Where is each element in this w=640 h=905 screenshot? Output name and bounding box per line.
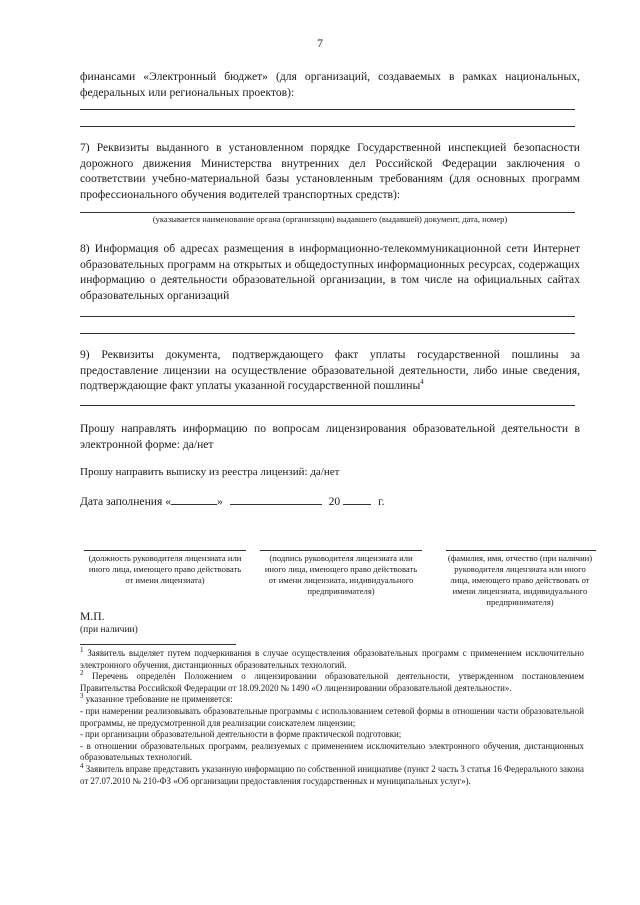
footnote-3-item-1-text: - при намерении реализовывать образовательные программы с использованием сетевой формы в отношении части образовательной программы, не предусмотренной для реализации соискателем лицензии; <box>80 705 584 728</box>
fill-line <box>80 405 575 406</box>
fullname-signature-line <box>446 550 596 551</box>
page-number: 7 <box>317 36 323 50</box>
footnote-1-mark: 1 <box>80 646 84 655</box>
footnote-3 <box>80 694 584 706</box>
footnote-2-mark: 2 <box>80 669 84 678</box>
fill-line <box>80 109 575 110</box>
footnote-mark: 4 <box>420 378 424 387</box>
footnote-3-mark: 3 <box>80 692 84 701</box>
footnote-2-text: Перечень определён Положением о лицензировании образовательной деятельности, утвержденном постановлением Правительства Российской Федерации от 18.09.2020 № 1490 «О лицензировании образовательной деятельности». <box>80 671 584 693</box>
footnotes <box>80 648 584 787</box>
fill-line <box>80 333 575 334</box>
item-7-text: 7) Реквизиты выданного в установленном порядке Государственной инспекцией безопасности дорожного движения Министерства внутренних дел Российской Федерации заключения о соответствии учебно-материальной базы установленным требованиям (для основных программ профессионального обучения водителей транспортных средств): <box>80 141 580 201</box>
footnote-2 <box>80 671 584 694</box>
footnote-4-mark: 4 <box>80 761 84 770</box>
date-row <box>80 494 384 508</box>
year-suffix: г. <box>378 495 385 508</box>
day-blank[interactable] <box>171 494 217 505</box>
item-9-body: 9) Реквизиты документа, подтверждающего факт уплаты государственной пошлины за предоставление лицензии на осуществление образовательной деятельности, либо иные сведения, подтверждающие факт уплаты указанной государственной пошлины <box>80 348 580 392</box>
position-signature-line <box>84 550 246 551</box>
stamp-label: М.П. <box>80 610 105 623</box>
footnote-3-item-3-text: - в отношении образовательных программ, реализуемых с применением исключительно электронного обучения, дистанционных образовательных технологий. <box>80 740 584 763</box>
stamp-note: (при наличии) <box>80 625 138 635</box>
intro-tail-text: финансами «Электронный бюджет» (для организаций, создаваемых в рамках национальных, федеральных или региональных проектов): <box>80 70 580 99</box>
footnote-1 <box>80 648 584 671</box>
footnote-3-item-1 <box>80 706 584 729</box>
fill-line <box>80 316 575 317</box>
signature-caption-position: (должность руководителя лицензиата или иного лица, имеющего право действовать от имени лицензиата) <box>88 553 242 585</box>
footnote-4-text: Заявитель вправе представить указанную информацию по собственной инициативе (пункт 2 часть 3 статья 16 Федерального закона от 27.07.2010 № 210-ФЗ «Об организации предоставления государственных и муниципальных услуг»). <box>80 763 584 786</box>
month-blank[interactable] <box>230 494 322 505</box>
footnote-separator <box>80 644 236 645</box>
request-extract-text: Прошу направить выписку из реестра лицензий: да/нет <box>80 466 340 478</box>
date-quote-close: » <box>217 495 223 508</box>
date-label: Дата заполнения « <box>80 495 172 508</box>
fill-line <box>80 212 575 213</box>
fill-line <box>80 126 575 127</box>
footnote-3-item-3 <box>80 741 584 764</box>
footnote-4 <box>80 761 584 787</box>
footnote-3-item-2 <box>80 729 584 741</box>
signature-caption-fullname: (фамилия, имя, отчество (при наличии) руководителя лицензиата или иного лица, имеющего право действовать от имени лицензиата, индивидуального предпринимателя) <box>447 553 593 607</box>
item-9-text <box>80 347 580 394</box>
footnote-1-text: Заявитель выделяет путем подчеркивания в случае осуществления образовательных программ с применением исключительно электронного обучения, дистанционных образовательных технологий. <box>80 648 584 670</box>
year-prefix: 20 <box>328 495 341 508</box>
item-7-caption: (указывается наименование органа (организации) выдавшего (выдавшей) документ, дата, номер) <box>152 214 508 224</box>
year-blank[interactable] <box>343 494 371 505</box>
signature-line <box>260 550 422 551</box>
item-8-text: 8) Информация об адресах размещения в информационно-телекоммуникационной сети Интернет образовательных программ на открытых и общедоступных информационных ресурсах, содержащих информацию о деятельности образовательной организации, в том числе на официальных сайтах образовательных организаций <box>80 242 580 302</box>
request-electronic-text: Прошу направлять информацию по вопросам лицензирования образовательной деятельности в электронной форме: да/нет <box>80 422 580 451</box>
signature-caption-signature: (подпись руководителя лицензиата или иного лица, имеющего право действовать от имени лицензиата, индивидуального предпринимателя) <box>264 553 418 596</box>
footnote-3-item-2-text: - при организации образовательной деятельности в форме практической подготовки; <box>80 729 402 740</box>
footnote-3-text: указанное требование не применяется: <box>83 694 233 705</box>
